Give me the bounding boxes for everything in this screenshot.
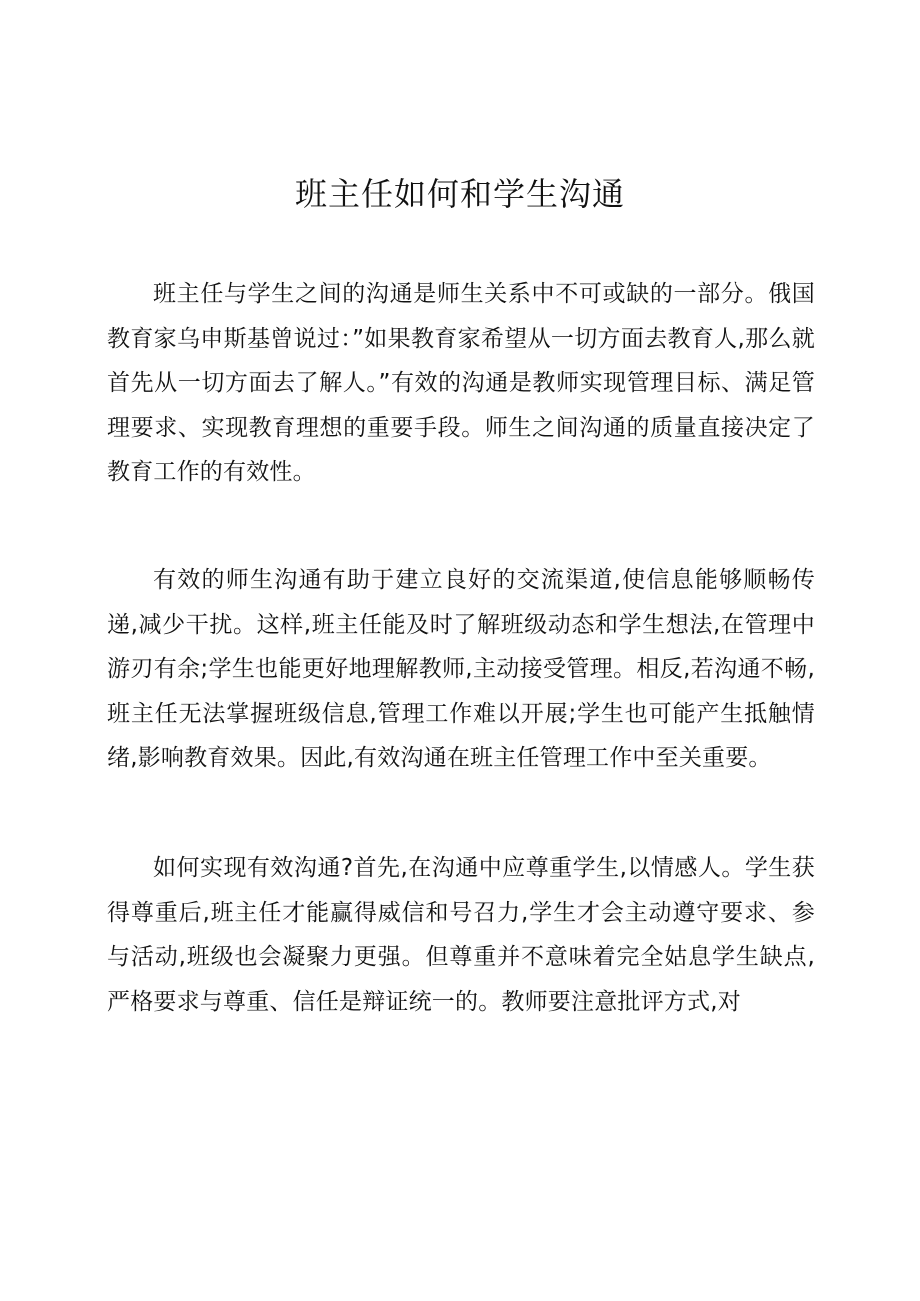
paragraph-importance: 班主任与学生之间的沟通是师生关系中不可或缺的一部分。俄国教育家乌申斯基曾说过：”如果教育家希望从一切方面去教育人,那么就首先从一切方面去了解人。”有效的沟通是教师实现管理目标、满足管理要求、实现教育理想的重要手段。师生之间沟通的质量直接决定了教育工作的有效性。	[107, 281, 815, 485]
document-title: 班主任如何和学生沟通	[294, 175, 625, 213]
paragraph-benefits: 有效的师生沟通有助于建立良好的交流渠道,使信息能够顺畅传递,减少干扰。这样,班主任能及时了解班级动态和学生想法,在管理中游刃有余;学生也能更好地理解教师,主动接受管理。相反,若沟通不畅,班主任无法掌握班级信息,管理工作难以开展;学生也可能产生抵触情绪,影响教育效果。因此,有效沟通在班主任管理工作中至关重要。	[107, 567, 815, 771]
paragraph-methods: 如何实现有效沟通?首先,在沟通中应尊重学生,以情感人。学生获得尊重后,班主任才能赢得威信和号召力,学生才会主动遵守要求、参与活动,班级也会凝聚力更强。但尊重并不意味着完全姑息学生缺点,严格要求与尊重、信任是辩证统一的。教师要注意批评方式,对	[107, 855, 815, 1015]
